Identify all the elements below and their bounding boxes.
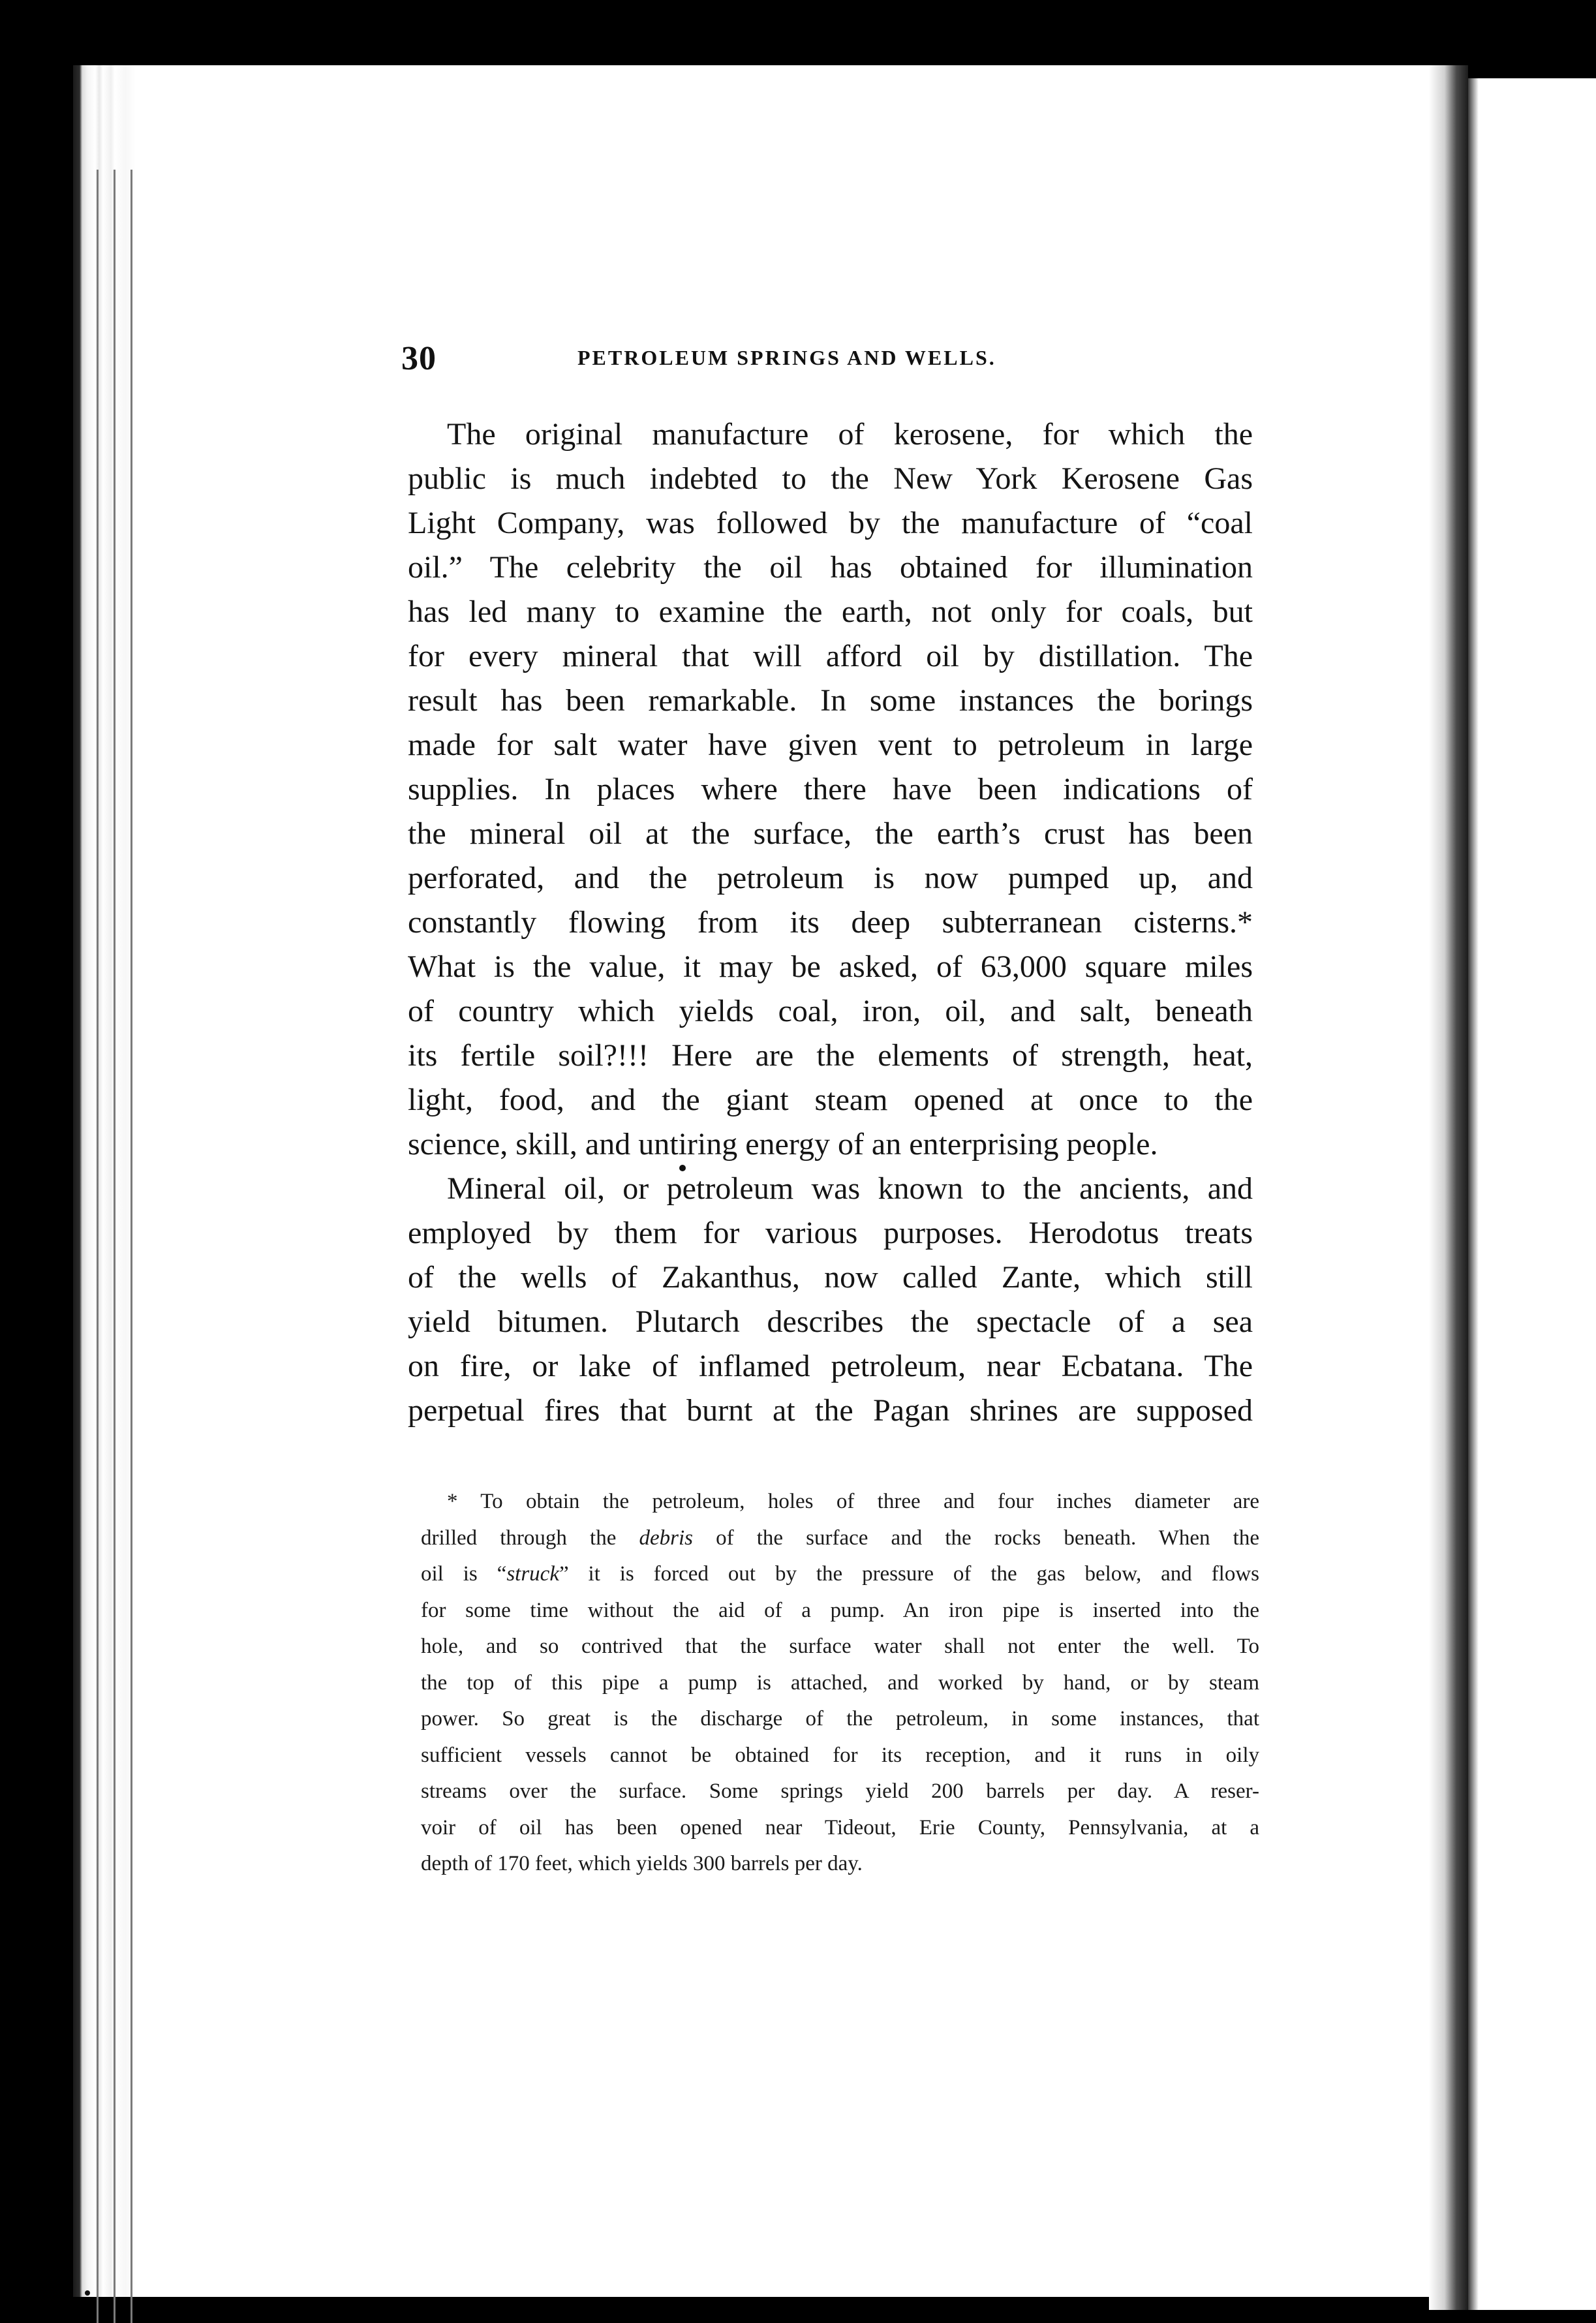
text-line: public is much indebted to the New York Kerosene Gas (408, 461, 1253, 496)
page-edge-line (114, 170, 115, 2323)
ink-speck (679, 1165, 686, 1171)
text-line: made for salt water have given vent to petroleum in large (408, 728, 1253, 762)
text-line: employed by them for various purposes. Herodotus treats (408, 1216, 1253, 1250)
text-line: yield bitumen. Plutarch describes the spectacle of a sea (408, 1304, 1253, 1339)
text-line: constantly flowing from its deep subterranean cisterns.* (408, 905, 1253, 940)
footnote-line: drilled through the debris of the surface and the rocks beneath. When the (421, 1526, 1259, 1550)
footnote-line: the top of this pipe a pump is attached, and worked by hand, or by steam (421, 1670, 1259, 1695)
footnote-line: voir of oil has been opened near Tideout, Erie County, Pennsylvania, at a (421, 1815, 1259, 1839)
book-spine-edge (73, 65, 145, 2297)
text-line: Mineral oil, or petroleum was known to the ancients, and (447, 1171, 1253, 1206)
footnote-italic: debris (639, 1526, 693, 1550)
page-gutter (1429, 65, 1468, 2310)
footnote-line: for some time without the aid of a pump. An iron pipe is inserted into the (421, 1598, 1259, 1622)
text-line: has led many to examine the earth, not only for coals, but (408, 594, 1253, 629)
page-edge-line (97, 170, 99, 2323)
page-number: 30 (401, 340, 437, 377)
footnote-line: depth of 170 feet, which yields 300 barrels per day. (421, 1852, 863, 1875)
running-title: PETROLEUM SPRINGS AND WELLS. (577, 346, 996, 369)
text-line: on fire, or lake of inflamed petroleum, near Ecbatana. The (408, 1349, 1253, 1383)
footnote-line: * To obtain the petroleum, holes of three and four inches diameter are (447, 1490, 1259, 1513)
text-line: supplies. In places where there have been indications of (408, 772, 1253, 807)
footnote-line: streams over the surface. Some springs yield 200 barrels per day. A reser- (421, 1779, 1259, 1803)
text-line: the mineral oil at the surface, the earth’s crust has been (408, 816, 1253, 851)
footnote-line: hole, and so contrived that the surface water shall not enter the well. To (421, 1635, 1259, 1658)
text-line: perforated, and the petroleum is now pumped up, and (408, 861, 1253, 895)
text-line: science, skill, and untiring energy of an enterprising people. (408, 1127, 1158, 1162)
next-page-edge (1468, 78, 1596, 2310)
text-line: its fertile soil?!!! Here are the elements of strength, heat, (408, 1038, 1253, 1073)
footnote-line: power. So great is the discharge of the petroleum, in some instances, that (421, 1707, 1259, 1731)
footnote-italic: struck (506, 1562, 559, 1586)
next-page-shadow (1468, 78, 1479, 2310)
page-edge-line (130, 170, 132, 2323)
ink-speck (85, 2290, 90, 2296)
text-line: Light Company, was followed by the manufacture of “coal (408, 506, 1253, 540)
text-line: oil.” The celebrity the oil has obtained for illumination (408, 550, 1253, 585)
running-head (401, 339, 1119, 378)
footnote-line: sufficient vessels cannot be obtained for its reception, and it runs in oily (421, 1743, 1259, 1767)
body-text (408, 412, 1253, 1433)
text-line: result has been remarkable. In some instances the borings (408, 683, 1253, 718)
text-line: What is the value, it may be asked, of 63,000 square miles (408, 949, 1253, 984)
text-line: of the wells of Zakanthus, now called Zante, which still (408, 1260, 1253, 1295)
text-line: for every mineral that will afford oil by distillation. The (408, 639, 1253, 673)
footnote (421, 1484, 1259, 1883)
text-line: The original manufacture of kerosene, for which the (447, 417, 1253, 452)
text-line: light, food, and the giant steam opened at once to the (408, 1083, 1253, 1117)
text-line: of country which yields coal, iron, oil, and salt, beneath (408, 994, 1253, 1028)
text-line: perpetual fires that burnt at the Pagan shrines are supposed (408, 1393, 1253, 1428)
footnote-line: oil is “struck” it is forced out by the pressure of the gas below, and flows (421, 1562, 1259, 1586)
